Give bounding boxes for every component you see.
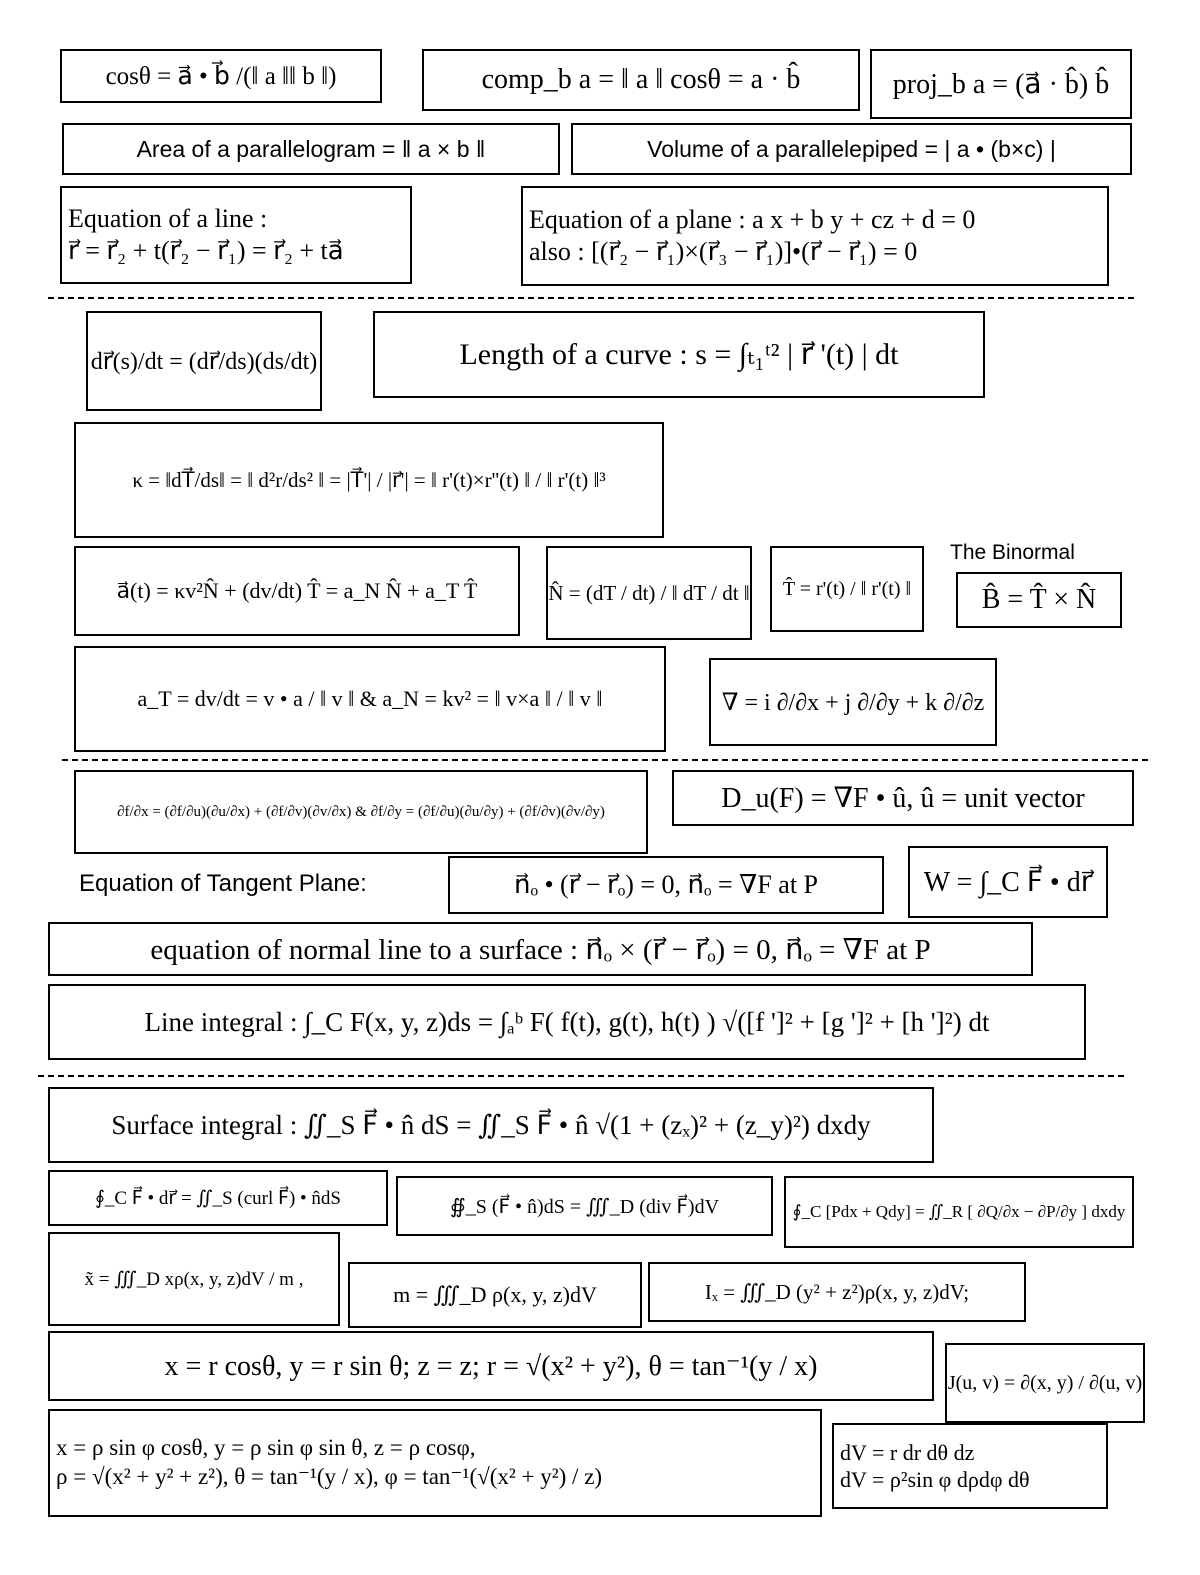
formula-greens-theorem [784,1176,1134,1248]
formula-dot-product-cos [60,49,382,103]
formula-moment-of-inertia [648,1262,1026,1322]
formula-text: r⃗ = r⃗₂ + t(r⃗₂ − r⃗₁) = r⃗₂ + ta⃗ [68,236,344,265]
formula-surface-integral [48,1087,934,1163]
formula-divergence-theorem [396,1176,773,1236]
formula-unit-normal [546,546,752,640]
formula-stokes-theorem [48,1170,388,1226]
formula-centroid [48,1232,340,1326]
formula-plane-equation [521,186,1109,286]
formula-text: dV = r dr dθ dz [840,1439,975,1465]
formula-line-integral [48,984,1086,1060]
formula-nabla-operator [709,658,997,746]
formula-scalar-projection [422,49,860,111]
formula-text: Area of a parallelogram = ‖ a × b ‖ [136,135,486,162]
formula-work-integral [908,846,1108,918]
formula-curvature [74,422,664,538]
formula-mass [348,1262,642,1328]
formula-text: ∇ = i ∂/∂x + j ∂/∂y + k ∂/∂z [721,689,985,716]
formula-vector-projection [870,49,1132,119]
formula-text: a⃗(t) = κv²N̂ + (dv/dt) T̂ = a_N N̂ + a_T T̂ [116,578,478,603]
formula-text: ρ = √(x² + y² + z²), θ = tan⁻¹(y / x), φ = tan⁻¹(√(x² + y²) / z) [56,1464,603,1489]
formula-volume-elements [832,1423,1108,1509]
formula-acceleration [74,546,520,636]
formula-chain-rule-arclength [86,311,322,411]
tangent-plane-label: Equation of Tangent Plane: [79,870,367,897]
formula-tangent-plane [448,856,884,914]
formula-text: Iₓ = ∭_D (y² + z²)ρ(x, y, z)dV; [704,1279,970,1304]
formula-jacobian [945,1343,1145,1423]
formula-text: cosθ = a⃗ • b⃗ /(‖ a ‖‖ b ‖) [105,63,337,90]
formula-text: Surface integral : ∬_S F⃗ • n̂ dS = ∬_S F⃗ • n̂ √(1 + (zₓ)² + (z_y)²) dxdy [111,1109,871,1140]
formula-text: W = ∫_C F⃗ • dr⃗ [923,867,1093,898]
formula-cylindrical-coordinates [48,1331,934,1401]
section-divider [38,1075,1124,1077]
binormal-label: The Binormal [950,541,1075,564]
formula-text: N̂ = (dT / dt) / ‖ dT / dt ‖ [548,580,750,605]
formula-text: x̃ = ∭_D xρ(x, y, z)dV / m , [84,1268,304,1290]
formula-title: Equation of a plane : a x + b y + cz + d = 0 [529,204,976,234]
formula-text: proj_b a = (a⃗ · b̂) b̂ [892,69,1110,100]
section-divider [62,759,1148,761]
formula-curve-length [373,311,985,398]
formula-directional-derivative [672,770,1134,826]
formula-text: also : [(r⃗₂ − r⃗₁)×(r⃗₃ − r⃗₁)]•(r⃗ − r⃗₁) = 0 [529,237,918,266]
formula-text: B̂ = T̂ × N̂ [981,584,1097,615]
formula-text: Line integral : ∫_C F(x, y, z)ds = ∫ₐᵇ F( f(t), g(t), h(t) ) √([f ']² + [g ']² + [h ']²) dt [144,1006,990,1037]
formula-text: equation of normal line to a surface : n⃗ₒ × (r⃗ − r⃗ₒ) = 0, n⃗ₒ = ∇F at P [150,933,931,966]
formula-text: ∂f/∂x = (∂f/∂u)(∂u/∂x) + (∂f/∂v)(∂v/∂x) & ∂f/∂y = (∂f/∂u)(∂u/∂y) + (∂f/∂v)(∂v/∂y) [117,803,605,820]
formula-parallelogram-area [62,123,560,175]
formula-tangential-normal-accel [74,646,666,752]
formula-text: Volume of a parallelepiped = | a • (b×c) | [647,135,1056,162]
formula-unit-tangent [770,546,924,632]
section-divider [48,297,1134,299]
formula-text: Length of a curve : s = ∫ₜ₁ᵗ² | r⃗ '(t) | dt [459,338,899,371]
formula-text: n⃗ₒ • (r⃗ − r⃗ₒ) = 0, n⃗ₒ = ∇F at P [513,870,819,899]
formula-binormal [956,572,1122,628]
formula-text: ∯_S (F⃗ • n̂)dS = ∭_D (div F⃗)dV [449,1195,720,1218]
formula-multivariable-chain-rule [74,770,648,854]
formula-title: Equation of a line : [68,203,268,233]
formula-text: ∮_C [Pdx + Qdy] = ∬_R [ ∂Q/∂x − ∂P/∂y ] dxdy [792,1202,1126,1221]
formula-text: dV = ρ²sin φ dρdφ dθ [840,1467,1030,1492]
formula-line-equation [60,186,412,284]
formula-text: dr⃗(s)/dt = (dr⃗/ds)(ds/dt) [90,348,318,375]
formula-text: m = ∭_D ρ(x, y, z)dV [393,1282,597,1307]
formula-spherical-coordinates [48,1409,822,1517]
formula-text: x = r cosθ, y = r sin θ; z = z; r = √(x² + y²), θ = tan⁻¹(y / x) [164,1351,818,1382]
formula-text: κ = ‖dT⃗/ds‖ = ‖ d²r/ds² ‖ = |T⃗'| / |r⃗'| = ‖ r'(t)×r''(t) ‖ / ‖ r'(t) ‖³ [132,467,606,492]
formula-text: x = ρ sin φ cosθ, y = ρ sin φ sin θ, z = ρ cosφ, [56,1435,476,1461]
formula-text: J(u, v) = ∂(x, y) / ∂(u, v) [947,1371,1143,1394]
formula-text: T̂ = r'(t) / ‖ r'(t) ‖ [782,577,912,600]
formula-text: a_T = dv/dt = v • a / ‖ v ‖ & a_N = kv² = ‖ v×a ‖ / ‖ v ‖ [137,686,603,711]
formula-text: ∮_C F⃗ • dr⃗ = ∬_S (curl F⃗) • n̂dS [94,1187,342,1209]
formula-text: comp_b a = ‖ a ‖ cosθ = a · b̂ [481,64,801,95]
formula-text: D_u(F) = ∇F • û, û = unit vector [721,783,1085,814]
formula-normal-line [48,922,1033,976]
formula-parallelepiped-volume [571,123,1132,175]
